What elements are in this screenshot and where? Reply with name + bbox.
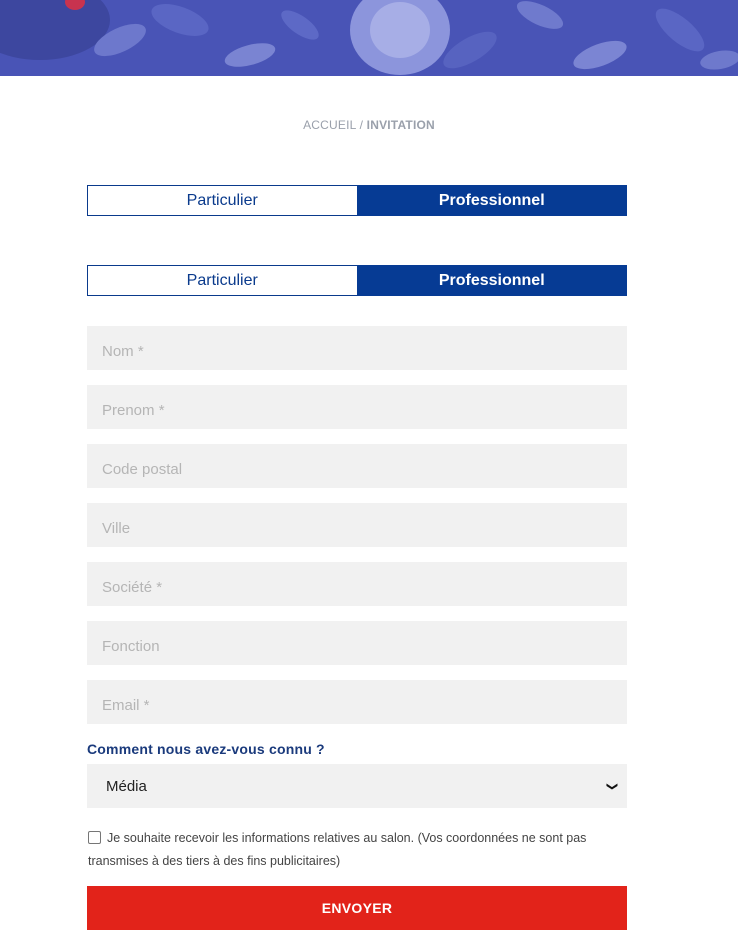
visitor-type-toggle xyxy=(87,185,627,216)
breadcrumb-separator: / xyxy=(356,118,367,132)
submit-button[interactable]: ENVOYER xyxy=(87,886,627,930)
ville-input[interactable] xyxy=(87,503,627,547)
tab-professionnel-secondary[interactable]: Professionnel xyxy=(357,265,628,296)
hero-banner-image xyxy=(0,0,738,76)
newsletter-consent xyxy=(88,827,618,873)
breadcrumb xyxy=(0,118,738,132)
fonction-input[interactable] xyxy=(87,621,627,665)
source-select-value: Média xyxy=(106,777,147,795)
nom-input[interactable] xyxy=(87,326,627,370)
breadcrumb-current: INVITATION xyxy=(366,118,435,132)
email-input[interactable] xyxy=(87,680,627,724)
prenom-input[interactable] xyxy=(87,385,627,429)
source-select[interactable] xyxy=(87,764,627,808)
tab-professionnel[interactable]: Professionnel xyxy=(357,185,628,216)
tab-particulier[interactable]: Particulier xyxy=(87,185,357,216)
chevron-down-icon: ❯ xyxy=(605,781,618,791)
consent-label: Je souhaite recevoir les informations relatives au salon. (Vos coordonnées ne sont pas transmises à des tiers à des fins publicitaires) xyxy=(88,831,587,868)
tab-particulier-secondary[interactable]: Particulier xyxy=(87,265,357,296)
code-postal-input[interactable] xyxy=(87,444,627,488)
visitor-type-toggle-secondary xyxy=(87,265,627,296)
consent-checkbox[interactable] xyxy=(88,831,101,844)
breadcrumb-home-link[interactable]: ACCUEIL xyxy=(303,118,357,132)
source-question-label: Comment nous avez-vous connu ? xyxy=(87,741,325,757)
societe-input[interactable] xyxy=(87,562,627,606)
